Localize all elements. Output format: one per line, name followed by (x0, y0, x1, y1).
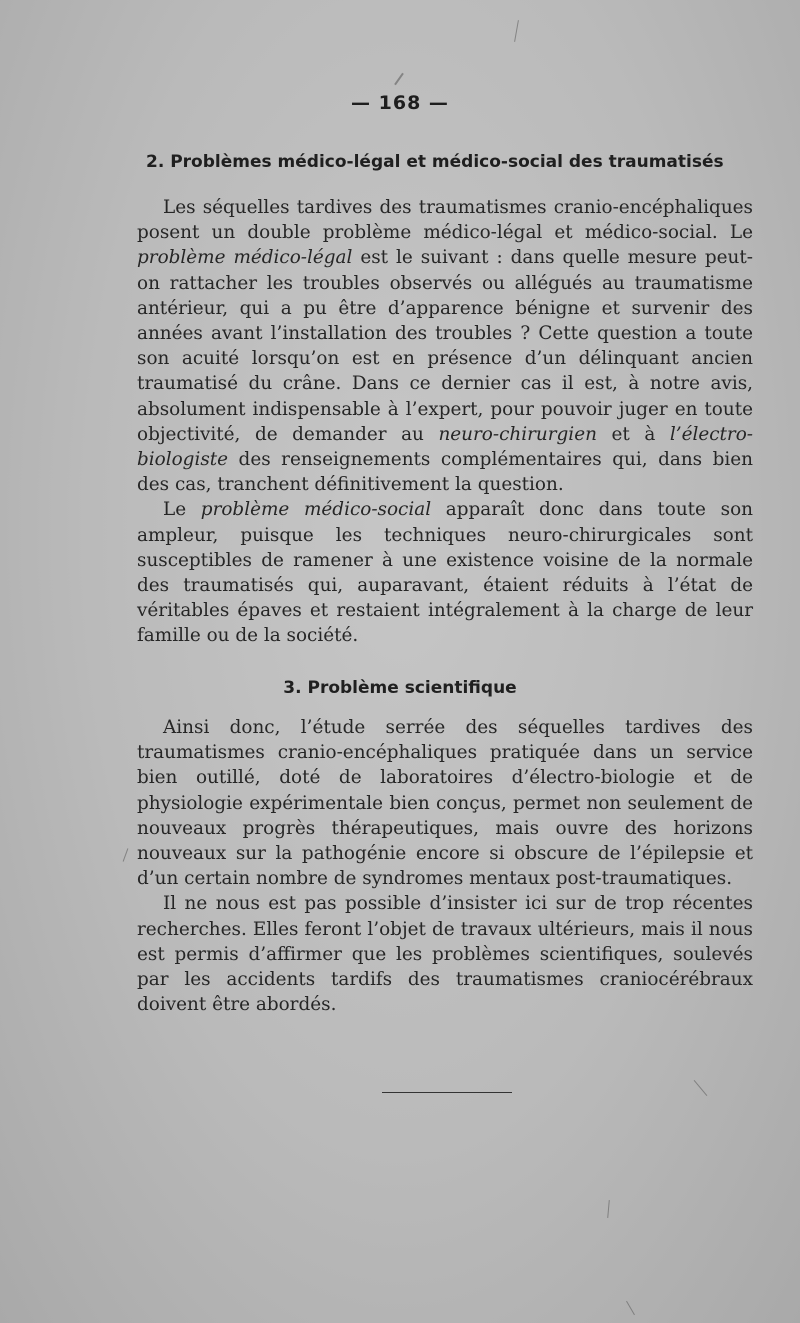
paragraph-medico-social (137, 497, 753, 648)
paragraph-scientifique-1: Ainsi donc, l’étude serrée des séquelles tardives des traumatismes cranio-encéphaliques pratiquée dans un service bien outillé, doté de laboratoires d’électro-biologie et de physiologie expérimentale bien conçus, permet non seulement de nouveaux progrès thérapeutiques, mais ouvre des horizons nouveaux sur la pathogénie encore si obscure de l’épilepsie et d’un certain nombre de syndromes mentaux post-traumatiques. (137, 717, 753, 890)
scan-speck (626, 1301, 635, 1315)
scan-speck (607, 1200, 610, 1218)
section-medico-legal-body (137, 195, 753, 649)
paragraph-medico-legal (137, 195, 753, 497)
paragraph-scientifique-2: Il ne nous est pas possible d’insister ici sur de trop récentes recherches. Elles feront l’objet de travaux ultérieurs, mais il nous est permis d’affirmer que les problèmes scientifiques, soulevés par les accidents tardifs des traumatismes craniocérébraux doivent être abordés. (137, 893, 753, 1016)
end-rule (382, 1092, 512, 1093)
scan-speck (123, 848, 129, 861)
text-run: des renseignements complémentaires qui, dans bien des cas, tranchent définitivement la question. (137, 449, 753, 496)
section-heading-medico-legal: 2. Problèmes médico-légal et médico-social des traumatisés (146, 152, 724, 172)
page-number: — 168 — (351, 92, 449, 114)
scan-speck (394, 73, 404, 86)
italic-term: problème médico-légal (137, 247, 353, 269)
text-run: et à (596, 423, 670, 445)
italic-term: l’électro-biologiste (137, 423, 753, 471)
text-run: est le suivant : dans quelle mesure peut-on rattacher les troubles observés ou allégués au traumatisme antérieur, qui a pu être d’apparence bénigne et survenir des années avant l’installation des troubles ? Cette question a toute son acuité lorsqu’on est en présence d’un délinquant ancien traumatisé du crâne. Dans ce dernier cas il est, à notre avis, absolument indispensable à l’expert, pour pouvoir juger en toute objectivité, de demander au (137, 247, 753, 445)
scan-speck (694, 1080, 708, 1096)
italic-term: neuro-chirurgien (438, 423, 597, 445)
text-run: Les séquelles tardives des traumatismes cranio-encéphaliques posent un double problème médico-légal et médico-social. Le (137, 197, 753, 244)
section-heading-scientifique: 3. Problème scientifique (283, 678, 517, 698)
scan-speck (514, 20, 519, 42)
italic-term: problème médico-social (200, 499, 432, 521)
section-scientifique-body (137, 715, 753, 1017)
text-run: apparaît donc dans toute son ampleur, puisque les techniques neuro-chirurgicales sont susceptibles de ramener à une existence voisine de la normale des traumatisés qui, auparavant, étaient réduits à l’état de véritables épaves et restaient intégralement à la charge de leur famille ou de la société. (137, 499, 753, 647)
text-run: Le (163, 499, 201, 521)
